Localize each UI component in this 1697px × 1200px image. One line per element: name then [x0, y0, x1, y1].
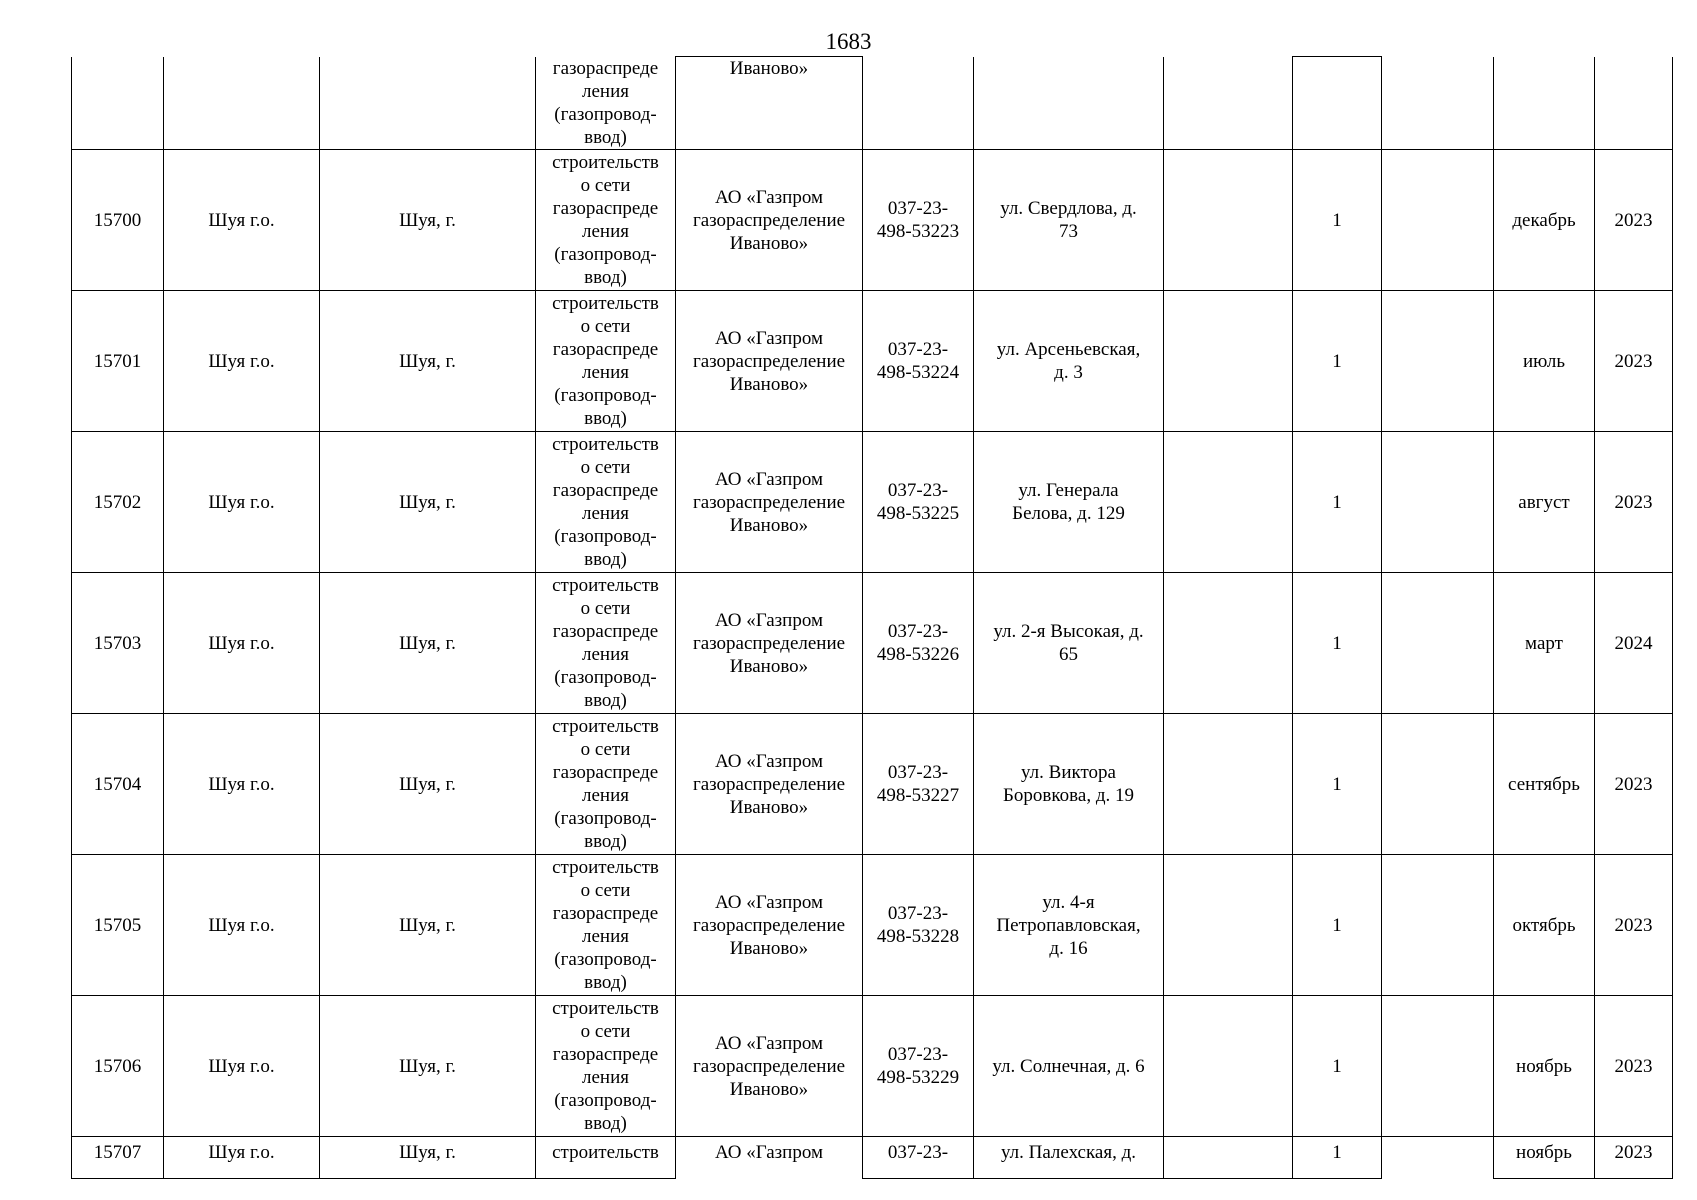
cell-month [1494, 855, 1595, 996]
cell-type-text: строительств о сети газораспреде ления (газопровод- ввод) [552, 998, 659, 1134]
cell-org-text: АО «Газпром газораспределение Иваново» [692, 1032, 846, 1100]
cell-municipality [164, 855, 320, 996]
cell-year-text: 2023 [1614, 1142, 1653, 1163]
cell-year [1595, 150, 1673, 291]
cell-count-text: 1 [1332, 914, 1342, 936]
cell-count [1293, 996, 1382, 1137]
table-row [72, 573, 1673, 714]
cell-id-text: 15706 [93, 1055, 142, 1077]
cell-type [536, 573, 676, 714]
cell-address [974, 1137, 1164, 1179]
cell-address-text: ул. Генерала Белова, д. 129 [1012, 480, 1125, 524]
page-number: 1683 [825, 29, 872, 54]
cell-year [1595, 1137, 1673, 1179]
cell-count [1293, 573, 1382, 714]
cell-month-text: август [1518, 491, 1570, 513]
cell-year-text: 2023 [1614, 773, 1653, 795]
cell-address [974, 432, 1164, 573]
cell-org [676, 432, 863, 573]
cell-extra1 [1164, 150, 1293, 291]
cell-extra1 [1164, 432, 1293, 573]
cell-month-text: октябрь [1512, 914, 1576, 936]
cell-type-text: строительств о сети газораспреде ления (газопровод- ввод) [552, 716, 659, 852]
cell-code [863, 432, 974, 573]
cell-settlement-text: Шуя, г. [399, 914, 456, 936]
cell-type [536, 714, 676, 855]
cell-year [1595, 996, 1673, 1137]
cell-month-text: ноябрь [1516, 1055, 1572, 1077]
cell-count-text: 1 [1332, 350, 1342, 372]
cell-count [1293, 150, 1382, 291]
cell-address-text: ул. 2-я Высокая, д. 65 [993, 621, 1144, 665]
cell-type-text: строительств о сети газораспреде ления (газопровод- ввод) [552, 152, 659, 288]
cell-municipality [164, 432, 320, 573]
cell-month-text: ноябрь [1516, 1142, 1572, 1163]
cell-count [1293, 855, 1382, 996]
cell-year [1595, 432, 1673, 573]
cell-settlement [320, 855, 536, 996]
cell-settlement-text: Шуя, г. [399, 773, 456, 795]
cell-type [536, 57, 676, 150]
table-row-fragment-bottom [72, 1137, 1673, 1179]
cell-year [1595, 714, 1673, 855]
cell-extra1 [1164, 57, 1293, 150]
cell-type [536, 432, 676, 573]
cell-type-text: строительств о сети газораспреде ления (газопровод- ввод) [552, 857, 659, 993]
cell-org [676, 150, 863, 291]
cell-extra1 [1164, 714, 1293, 855]
cell-org-text: АО «Газпром газораспределение Иваново» [692, 609, 846, 677]
cell-settlement [320, 996, 536, 1137]
cell-org-text: АО «Газпром газораспределение Иваново» [692, 891, 846, 959]
cell-month [1494, 291, 1595, 432]
cell-org [676, 57, 863, 150]
cell-id-text: 15703 [93, 632, 142, 654]
cell-org [676, 573, 863, 714]
cell-settlement [320, 432, 536, 573]
cell-code-text: 037-23- 498-53228 [876, 903, 960, 947]
cell-type-text: строительств [552, 1142, 659, 1163]
cell-org-text: АО «Газпром газораспределение Иваново» [692, 186, 846, 254]
cell-year-text: 2023 [1614, 914, 1653, 936]
cell-code-text: 037-23- 498-53226 [876, 621, 960, 665]
cell-extra1 [1164, 573, 1293, 714]
cell-id-text: 15701 [93, 350, 142, 372]
cell-extra1 [1164, 996, 1293, 1137]
cell-month [1494, 573, 1595, 714]
cell-id-text: 15700 [93, 209, 142, 231]
cell-municipality [164, 996, 320, 1137]
cell-year [1595, 573, 1673, 714]
cell-org [676, 996, 863, 1137]
cell-address-text: ул. 4-я Петропавловская, д. 16 [996, 891, 1141, 959]
cell-municipality-text: Шуя г.о. [208, 350, 275, 372]
cell-org-text: АО «Газпром газораспределение Иваново» [692, 468, 846, 536]
cell-code-text: 037-23- 498-53227 [876, 762, 960, 806]
cell-month-text: сентябрь [1508, 773, 1580, 795]
cell-id [72, 1137, 164, 1179]
cell-count [1293, 432, 1382, 573]
cell-id-text: 15707 [93, 1142, 142, 1163]
cell-code-text: 037-23- [887, 1142, 949, 1163]
cell-type [536, 1137, 676, 1179]
cell-address-text: ул. Солнечная, д. 6 [992, 1055, 1145, 1077]
registry-table [71, 56, 1673, 1179]
cell-count-text: 1 [1332, 491, 1342, 513]
table-row [72, 291, 1673, 432]
cell-settlement [320, 291, 536, 432]
cell-month-text: июль [1522, 350, 1566, 372]
cell-code-text: 037-23- 498-53223 [876, 198, 960, 242]
cell-extra2 [1382, 432, 1494, 573]
cell-org [676, 291, 863, 432]
cell-id [72, 432, 164, 573]
cell-count [1293, 291, 1382, 432]
cell-municipality [164, 150, 320, 291]
cell-org-text: АО «Газпром газораспределение Иваново» [692, 750, 846, 818]
cell-year-text: 2024 [1614, 632, 1653, 654]
cell-settlement-text: Шуя, г. [399, 350, 456, 372]
cell-address [974, 855, 1164, 996]
cell-address-text: ул. Свердлова, д. 73 [1000, 198, 1137, 242]
cell-month [1494, 57, 1595, 150]
cell-municipality-text: Шуя г.о. [208, 773, 275, 795]
cell-address [974, 150, 1164, 291]
cell-month-text: март [1525, 632, 1563, 654]
cell-month [1494, 714, 1595, 855]
cell-municipality-text: Шуя г.о. [208, 914, 275, 936]
cell-id [72, 855, 164, 996]
cell-type [536, 996, 676, 1137]
cell-year [1595, 855, 1673, 996]
cell-code [863, 1137, 974, 1179]
cell-id-text: 15702 [93, 491, 142, 513]
cell-settlement [320, 150, 536, 291]
cell-municipality-text: Шуя г.о. [208, 209, 275, 231]
cell-settlement-text: Шуя, г. [399, 491, 456, 513]
cell-municipality-text: Шуя г.о. [208, 1055, 275, 1077]
cell-month-text: декабрь [1512, 209, 1576, 231]
cell-address-text: ул. Виктора Боровкова, д. 19 [1003, 762, 1134, 806]
cell-municipality [164, 57, 320, 150]
cell-type-text: строительств о сети газораспреде ления (газопровод- ввод) [552, 434, 659, 570]
cell-id [72, 573, 164, 714]
cell-id [72, 291, 164, 432]
cell-count [1293, 57, 1382, 150]
cell-extra2 [1382, 573, 1494, 714]
cell-municipality [164, 573, 320, 714]
table-row-fragment-top [72, 57, 1673, 150]
cell-extra2 [1382, 855, 1494, 996]
cell-year-text: 2023 [1614, 209, 1653, 231]
cell-count-text: 1 [1332, 632, 1342, 654]
cell-address [974, 57, 1164, 150]
cell-address [974, 714, 1164, 855]
cell-municipality [164, 291, 320, 432]
cell-extra2 [1382, 1137, 1494, 1179]
cell-code [863, 855, 974, 996]
cell-id [72, 996, 164, 1137]
table-row [72, 432, 1673, 573]
cell-municipality [164, 714, 320, 855]
cell-extra2 [1382, 150, 1494, 291]
cell-org-text: АО «Газпром газораспределение Иваново» [692, 327, 846, 395]
cell-settlement-text: Шуя, г. [399, 1055, 456, 1077]
cell-org [676, 855, 863, 996]
cell-municipality-text: Шуя г.о. [208, 491, 275, 513]
table-row [72, 855, 1673, 996]
cell-address-text: ул. Палехская, д. [1000, 1142, 1137, 1163]
cell-code [863, 573, 974, 714]
cell-count-text: 1 [1332, 1055, 1342, 1077]
cell-settlement [320, 1137, 536, 1179]
cell-type-text: строительств о сети газораспреде ления (газопровод- ввод) [552, 575, 659, 711]
cell-extra2 [1382, 291, 1494, 432]
cell-extra2 [1382, 714, 1494, 855]
cell-settlement [320, 573, 536, 714]
cell-month [1494, 1137, 1595, 1179]
cell-org [676, 714, 863, 855]
cell-year-text: 2023 [1614, 1055, 1653, 1077]
cell-municipality-text: Шуя г.о. [208, 632, 275, 654]
cell-code-text: 037-23- 498-53224 [876, 339, 960, 383]
cell-code-text: 037-23- 498-53229 [876, 1044, 960, 1088]
cell-type-text: газораспреде ления (газопровод- ввод) [552, 57, 659, 148]
cell-count-text: 1 [1332, 773, 1342, 795]
cell-count [1293, 1137, 1382, 1179]
cell-count-text: 1 [1332, 209, 1342, 231]
cell-extra2 [1382, 57, 1494, 150]
cell-org-text: Иваново» [729, 58, 809, 79]
cell-year [1595, 57, 1673, 150]
cell-type [536, 855, 676, 996]
cell-code [863, 57, 974, 150]
cell-type [536, 150, 676, 291]
cell-address [974, 291, 1164, 432]
cell-settlement [320, 714, 536, 855]
cell-code-text: 037-23- 498-53225 [876, 480, 960, 524]
table-row [72, 150, 1673, 291]
cell-type-text: строительств о сети газораспреде ления (газопровод- ввод) [552, 293, 659, 429]
cell-code [863, 150, 974, 291]
cell-extra1 [1164, 291, 1293, 432]
cell-type [536, 291, 676, 432]
cell-settlement-text: Шуя, г. [399, 209, 456, 231]
cell-month [1494, 996, 1595, 1137]
cell-year-text: 2023 [1614, 491, 1653, 513]
cell-code [863, 714, 974, 855]
cell-code [863, 291, 974, 432]
cell-address [974, 996, 1164, 1137]
cell-org [676, 1137, 863, 1179]
cell-org-text: АО «Газпром [714, 1142, 824, 1163]
cell-settlement-text: Шуя, г. [399, 632, 456, 654]
cell-id [72, 714, 164, 855]
cell-settlement [320, 57, 536, 150]
cell-municipality [164, 1137, 320, 1179]
cell-id-text: 15705 [93, 914, 142, 936]
cell-code [863, 996, 974, 1137]
cell-address-text: ул. Арсеньевская, д. 3 [996, 339, 1141, 383]
cell-month [1494, 432, 1595, 573]
cell-year-text: 2023 [1614, 350, 1653, 372]
table-row [72, 996, 1673, 1137]
table-row [72, 714, 1673, 855]
cell-extra1 [1164, 1137, 1293, 1179]
cell-municipality-text: Шуя г.о. [208, 1142, 275, 1163]
cell-address [974, 573, 1164, 714]
cell-extra2 [1382, 996, 1494, 1137]
cell-extra1 [1164, 855, 1293, 996]
cell-id [72, 150, 164, 291]
cell-year [1595, 291, 1673, 432]
cell-count-text: 1 [1332, 1142, 1342, 1163]
cell-id [72, 57, 164, 150]
cell-settlement-text: Шуя, г. [399, 1142, 456, 1163]
cell-month [1494, 150, 1595, 291]
cell-id-text: 15704 [93, 773, 142, 795]
cell-count [1293, 714, 1382, 855]
